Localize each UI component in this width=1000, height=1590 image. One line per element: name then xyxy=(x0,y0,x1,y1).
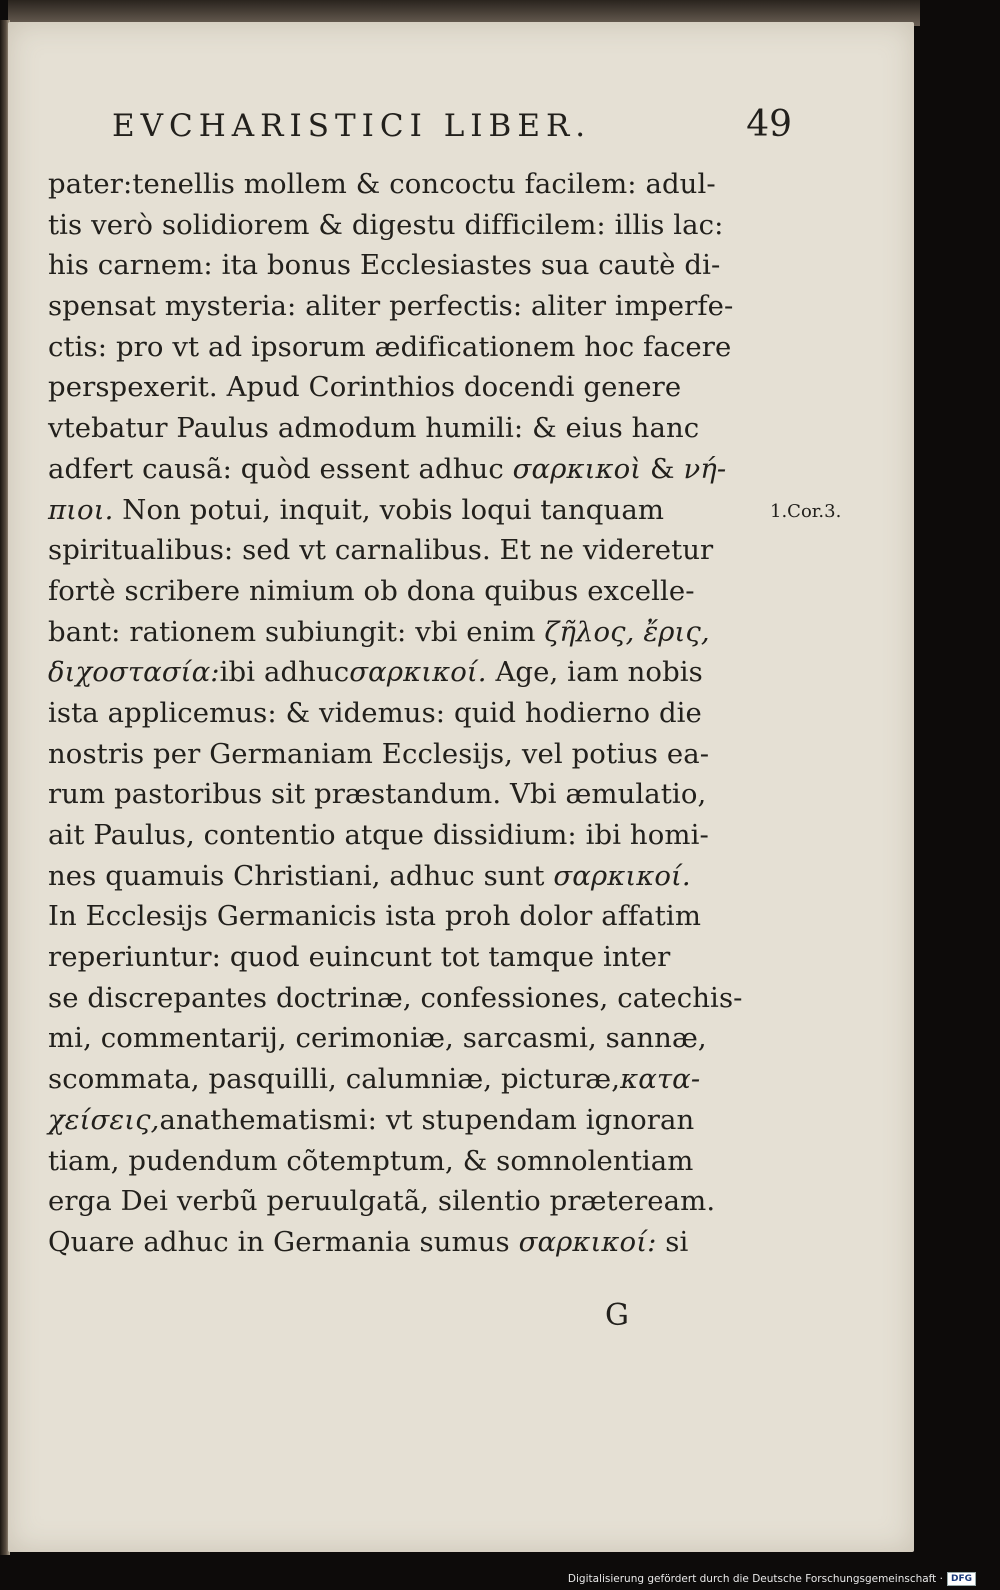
latin-text: ista applicemus: & videmus: quid hodierno die xyxy=(48,696,702,729)
text-line xyxy=(48,978,808,1019)
latin-text: nostris per Germaniam Ecclesijs, vel potius ea- xyxy=(48,737,710,770)
latin-text: se discrepantes doctrinæ, confessiones, catechis- xyxy=(48,981,743,1014)
text-line xyxy=(48,490,808,531)
latin-text: his carnem: ita bonus Ecclesiastes sua cautè di- xyxy=(48,249,721,282)
margin-note: 1.Cor.3. xyxy=(770,501,842,522)
greek-text: κατα- xyxy=(620,1063,701,1096)
text-block xyxy=(48,104,808,1263)
latin-text: rum pastoribus sit præstandum. Vbi æmulatio, xyxy=(48,778,707,811)
text-line xyxy=(48,1018,808,1059)
text-line xyxy=(48,367,808,408)
body-text xyxy=(48,164,808,1263)
latin-text: Non potui, inquit, vobis loqui tanquam xyxy=(113,493,664,526)
latin-text: erga Dei verbũ peruulgatã, silentio præteream. xyxy=(48,1185,716,1218)
greek-text: σαρκικοί. xyxy=(553,859,691,892)
latin-text: nes quamuis Christiani, adhuc sunt xyxy=(48,859,554,892)
text-line xyxy=(48,937,808,978)
text-line xyxy=(48,449,808,490)
latin-text: tiam, pudendum cõtemptum, & somnolentiam xyxy=(48,1144,694,1177)
text-line xyxy=(48,612,808,653)
latin-text: si xyxy=(656,1225,689,1258)
latin-text: adfert causã: quòd essent adhuc xyxy=(48,452,513,485)
greek-text: σαρκικοί: xyxy=(518,1225,657,1258)
text-line xyxy=(48,815,808,856)
greek-text: ζῆλος, ἔρις, xyxy=(544,615,710,648)
greek-text: πιοι. xyxy=(48,493,114,526)
latin-text: In Ecclesijs Germanicis ista proh dolor affatim xyxy=(48,900,701,933)
latin-text: pater:tenellis mollem & concoctu facilem: adul- xyxy=(48,168,716,200)
greek-text: χείσεις, xyxy=(48,1103,160,1136)
latin-text: ctis: pro vt ad ipsorum ædificationem hoc facere xyxy=(48,330,732,363)
text-line xyxy=(48,1100,808,1141)
text-line xyxy=(48,408,808,449)
latin-text: Quare adhuc in Germania sumus xyxy=(48,1225,519,1258)
latin-text: & xyxy=(641,452,684,485)
text-line xyxy=(48,734,808,775)
text-line xyxy=(48,896,808,937)
latin-text: anathematismi: vt stupendam ignoran xyxy=(159,1103,695,1136)
text-line xyxy=(48,774,808,815)
book-page xyxy=(8,22,914,1552)
text-line xyxy=(48,286,808,327)
latin-text: mi, commentarij, cerimoniæ, sarcasmi, sannæ, xyxy=(48,1022,707,1055)
latin-text: ibi adhuc xyxy=(219,656,350,689)
greek-text: διχοστασία: xyxy=(48,656,220,689)
latin-text: scommata, pasquilli, calumniæ, picturæ, xyxy=(48,1063,621,1096)
text-line xyxy=(48,245,808,286)
text-line xyxy=(48,205,808,246)
latin-text: spiritualibus: sed vt carnalibus. Et ne videretur xyxy=(48,534,714,567)
text-line xyxy=(48,571,808,612)
greek-text: νή- xyxy=(683,452,727,485)
latin-text: reperiuntur: quod euincunt tot tamque inter xyxy=(48,941,671,974)
text-line xyxy=(48,856,808,897)
footer-credit xyxy=(568,1572,976,1586)
latin-text: spensat mysteria: aliter perfectis: aliter imperfe- xyxy=(48,290,734,323)
text-line xyxy=(48,1222,808,1263)
text-line xyxy=(48,327,808,368)
latin-text: tis verò solidiorem & digestu difficilem: illis lac: xyxy=(48,208,724,241)
latin-text: Age, iam nobis xyxy=(486,656,703,689)
signature-mark: G xyxy=(605,1298,629,1333)
text-line xyxy=(48,693,808,734)
footer-credit-text: Digitalisierung gefördert durch die Deutsche Forschungsgemeinschaft · xyxy=(567,1573,943,1585)
greek-text: σαρκικοὶ xyxy=(512,452,642,485)
latin-text: fortè scribere nimium ob dona quibus excelle- xyxy=(48,574,695,607)
latin-text: ait Paulus, contentio atque dissidium: ibi homi- xyxy=(48,819,709,851)
text-line xyxy=(48,1141,808,1182)
running-title: EVCHARISTICI LIBER. xyxy=(112,108,592,144)
text-line xyxy=(48,1181,808,1222)
text-line xyxy=(48,530,808,571)
running-head xyxy=(48,104,792,164)
latin-text: bant: rationem subiungit: vbi enim xyxy=(48,615,545,648)
text-line xyxy=(48,164,808,205)
dfg-logo: DFG xyxy=(947,1572,976,1586)
latin-text: vtebatur Paulus admodum humili: & eius hanc xyxy=(48,412,700,445)
page-number: 49 xyxy=(746,104,792,145)
text-line xyxy=(48,652,808,693)
text-line xyxy=(48,1059,808,1100)
greek-text: σαρκικοί. xyxy=(349,656,487,689)
latin-text: perspexerit. Apud Corinthios docendi genere xyxy=(48,371,682,404)
